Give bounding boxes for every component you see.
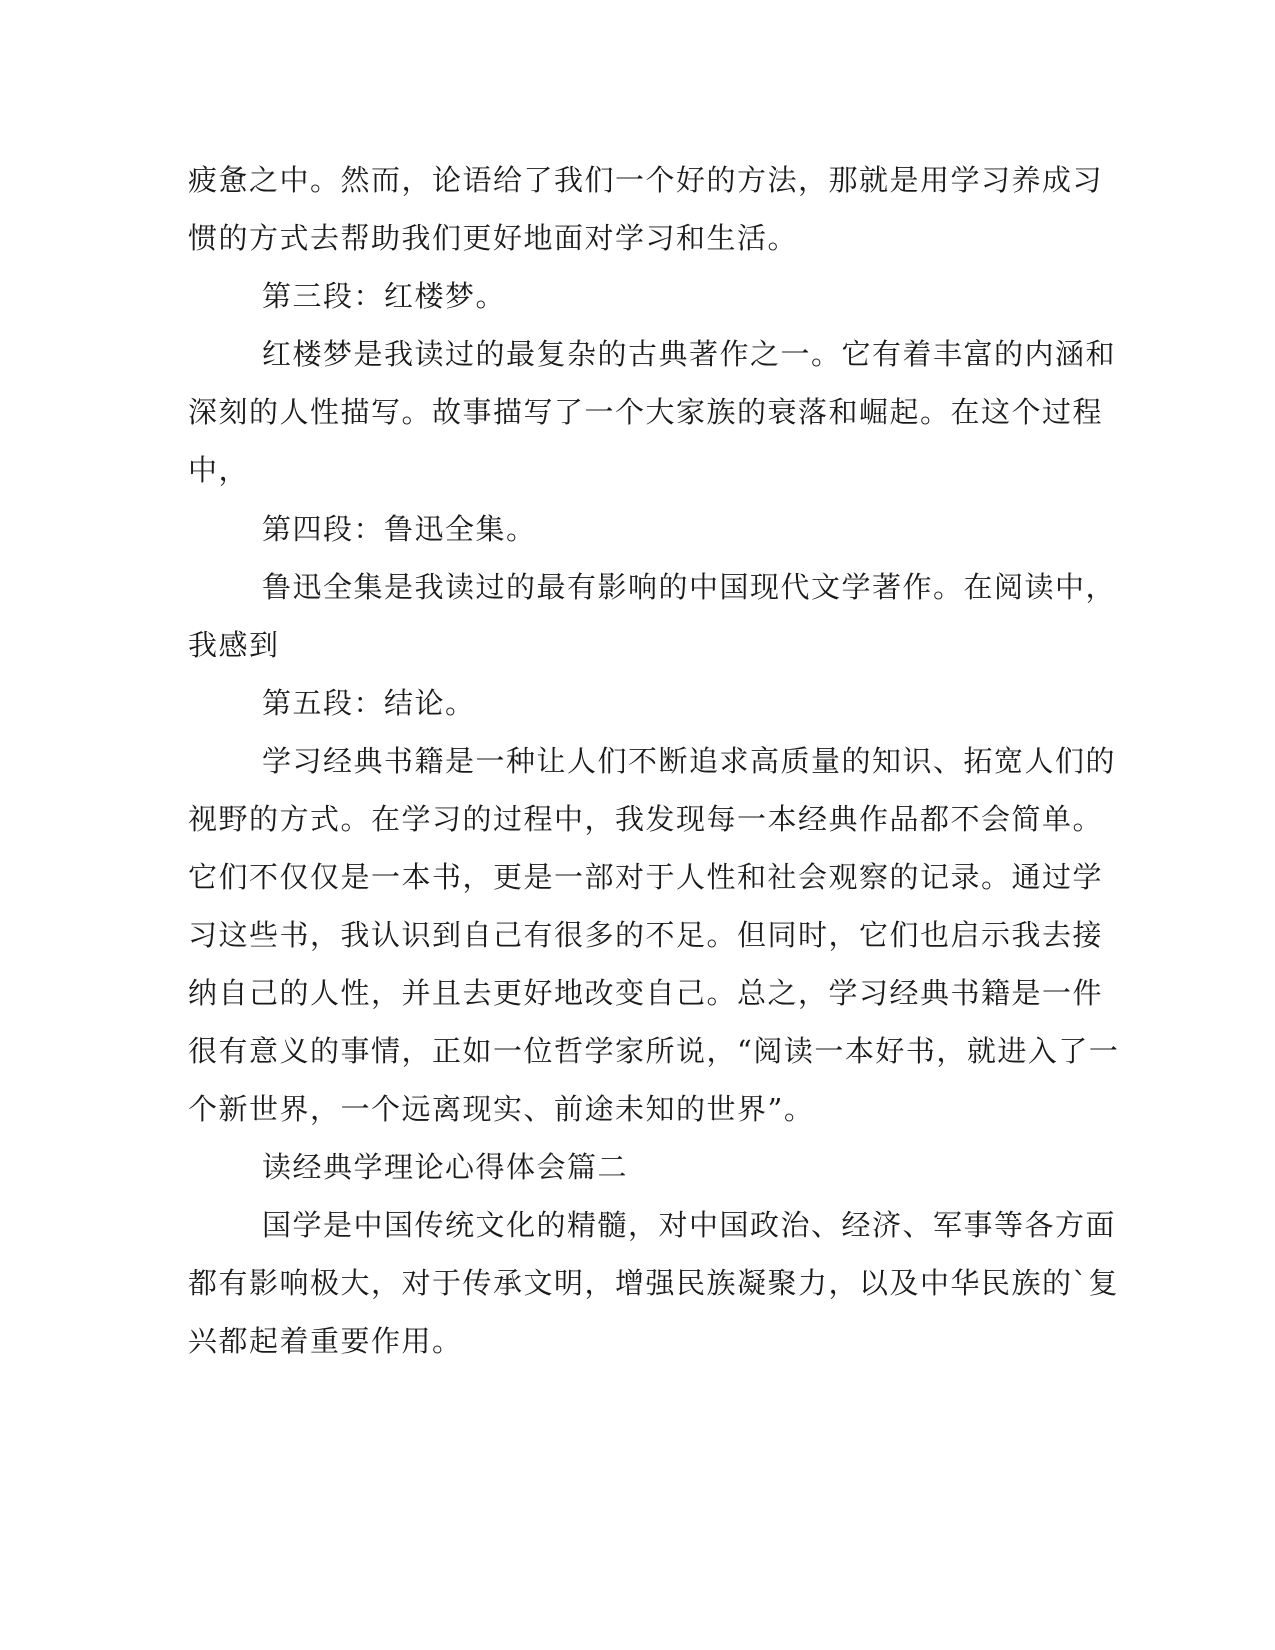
text-line: 我感到: [188, 628, 280, 662]
text-line: 它们不仅仅是一本书，更是一部对于人性和社会观察的记录。通过学: [188, 860, 1104, 894]
text-line: 国学是中国传统文化的精髓，对中国政治、经济、军事等各方面: [262, 1208, 1117, 1242]
text-line: 深刻的人性描写。故事描写了一个大家族的衰落和崛起。在这个过程: [188, 395, 1104, 429]
text-line: 很有意义的事情，正如一位哲学家所说，“阅读一本好书，就进入了一: [188, 1034, 1120, 1068]
text-line: 红楼梦是我读过的最复杂的古典著作之一。它有着丰富的内涵和: [262, 337, 1117, 371]
section-heading: 第三段：红楼梦。: [262, 279, 507, 313]
text-line: 视野的方式。在学习的过程中，我发现每一本经典作品都不会简单。: [188, 802, 1104, 836]
text-line: 疲惫之中。然而，论语给了我们一个好的方法，那就是用学习养成习: [188, 163, 1104, 197]
text-line: 个新世界，一个远离现实、前途未知的世界”。: [188, 1092, 815, 1126]
text-line: 兴都起着重要作用。: [188, 1324, 463, 1358]
text-line: 中，: [188, 453, 250, 487]
text-line: 学习经典书籍是一种让人们不断追求高质量的知识、拓宽人们的: [262, 744, 1117, 778]
text-line: 习这些书，我认识到自己有很多的不足。但同时，它们也启示我去接: [188, 918, 1104, 952]
text-line: 都有影响极大，对于传承文明，增强民族凝聚力，以及中华民族的`复: [188, 1266, 1120, 1300]
article-heading: 读经典学理论心得体会篇二: [262, 1150, 629, 1184]
section-heading: 第四段：鲁迅全集。: [262, 512, 537, 546]
text-line: 纳自己的人性，并且去更好地改变自己。总之，学习经典书籍是一件: [188, 976, 1104, 1010]
text-line: 惯的方式去帮助我们更好地面对学习和生活。: [188, 221, 799, 255]
text-line: 鲁迅全集是我读过的最有影响的中国现代文学著作。在阅读中，: [262, 570, 1117, 604]
section-heading: 第五段：结论。: [262, 686, 476, 720]
